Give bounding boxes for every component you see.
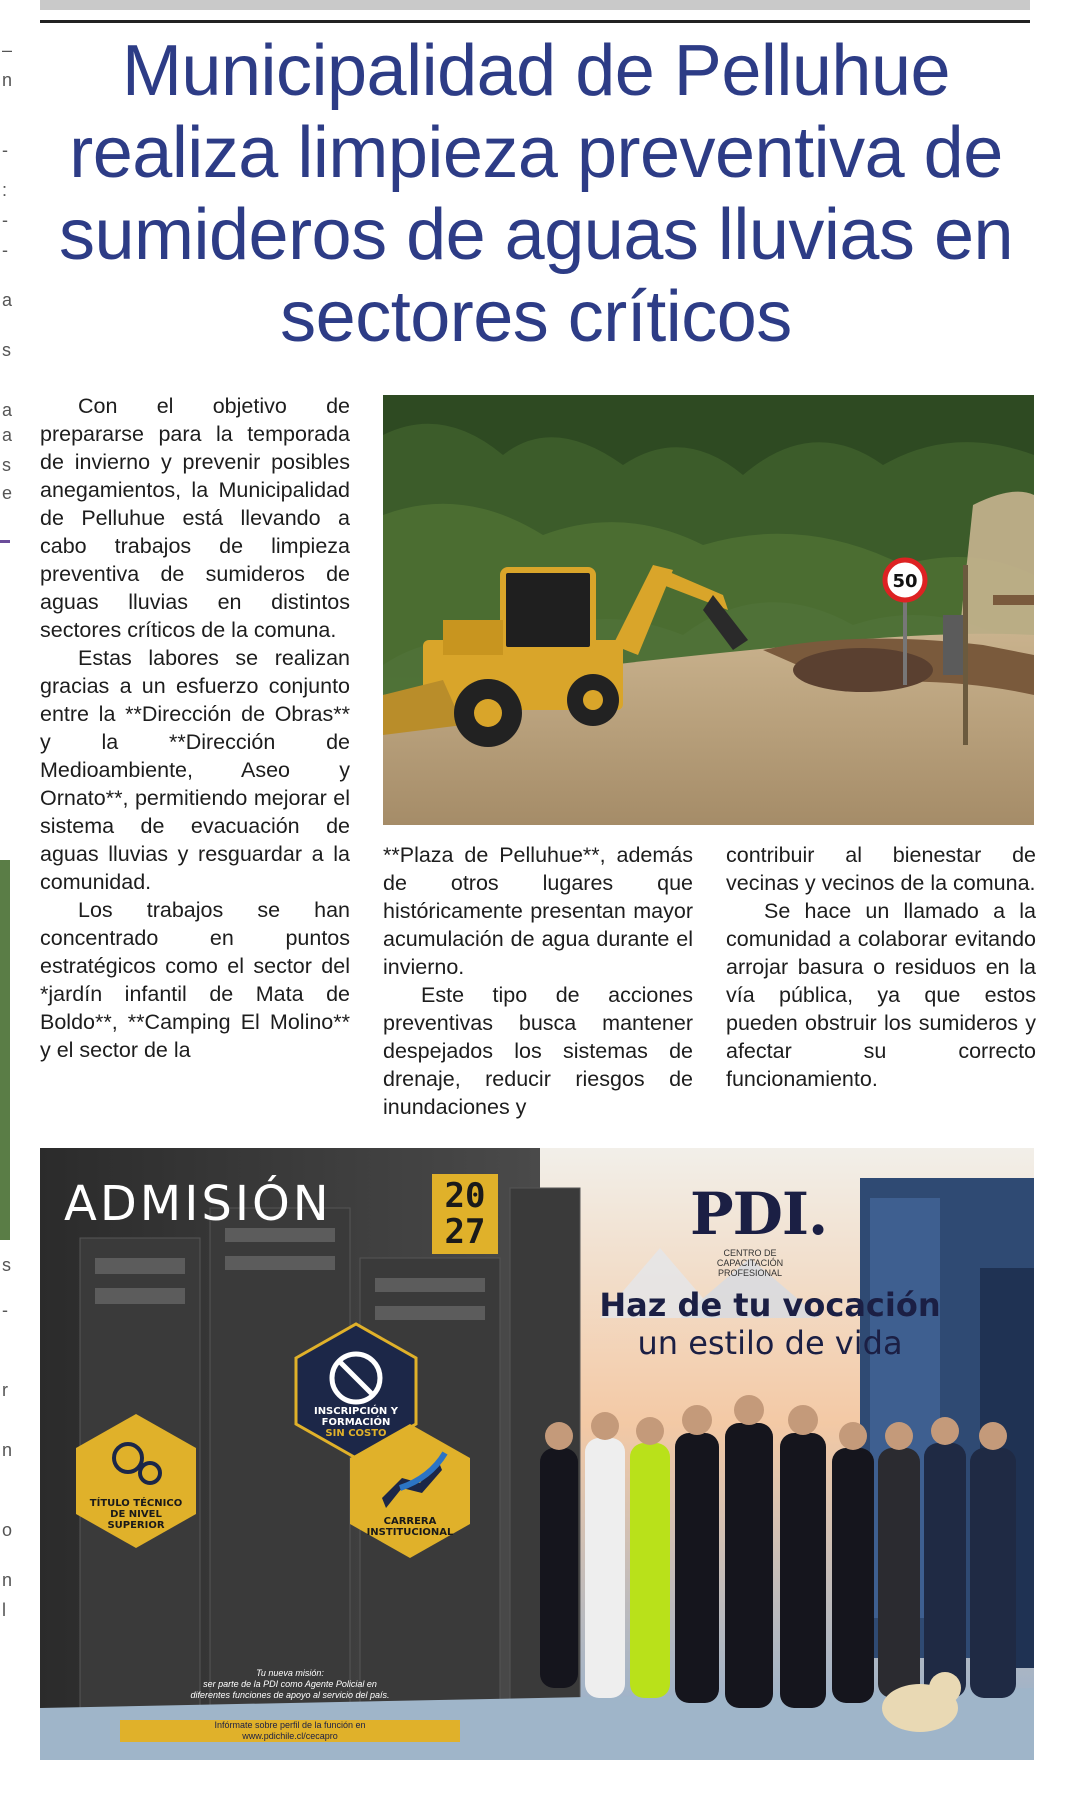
ad-mission-text	[100, 1668, 480, 1701]
hex-label-technical-degree	[76, 1498, 196, 1531]
hex-text: DE NIVEL	[110, 1509, 162, 1520]
previous-page-strip	[40, 0, 1030, 10]
hex-label-no-cost	[296, 1406, 416, 1439]
article-headline: Municipalidad de Pelluhue realiza limpieza preventiva de sumideros de aguas lluvias en sectores críticos	[58, 31, 1014, 357]
paragraph: Con el objetivo de prepararse para la temporada de invierno y prevenir posibles anegamientos, la Municipalidad de Pelluhue está llevando a cabo trabajos de limpieza preventiva de sumideros de aguas lluvias en distintos sectores críticos de la comuna.	[40, 394, 350, 642]
hex-label-career	[350, 1516, 470, 1538]
previous-column-fragment: – n - : - - a s a a s e s - r n o n l	[2, 40, 13, 1620]
paragraph: Los trabajos se han concentrado en puntos estratégicos como el sector del *jardín infantil de Mata de Boldo**, **Camping El Molino** y el sector de la	[40, 898, 350, 1062]
hex-text: INSTITUCIONAL	[366, 1527, 454, 1538]
pdi-logo: PDI.	[690, 1180, 828, 1248]
ad-small-line: ser parte de la PDI como Agente Policial en	[203, 1679, 377, 1689]
ad-admision-title: ADMISIÓN	[64, 1176, 332, 1232]
article-column-2	[383, 841, 693, 1121]
ad-slogan-line-1: Haz de tu vocación	[599, 1286, 941, 1324]
speed-sign-text: 50	[892, 571, 918, 592]
top-rule	[40, 20, 1030, 23]
ad-year-bottom: 27	[444, 1212, 486, 1252]
hex-text: TÍTULO TÉCNICO	[89, 1498, 183, 1509]
article-column-3	[726, 841, 1036, 1093]
ad-info-text	[120, 1720, 460, 1742]
article-column-1	[40, 392, 350, 1064]
pdi-center-line-1: CENTRO DE CAPACITACIÓN	[716, 1248, 784, 1268]
hex-text: SUPERIOR	[107, 1520, 165, 1531]
pdi-advertisement	[40, 1148, 1034, 1760]
article-photo	[383, 395, 1034, 825]
hex-text: INSCRIPCIÓN Y	[313, 1406, 399, 1417]
ad-slogan-line-2: un estilo de vida	[637, 1324, 903, 1362]
paragraph: Estas labores se realizan gracias a un esfuerzo conjunto entre la **Dirección de Obras** y la **Dirección de Medioambiente, Aseo y Ornato**, permitiendo mejorar el sistema de evacuación de aguas lluvias y resguardar a la comunidad.	[40, 646, 350, 894]
pdi-center-line-2: PROFESIONAL	[717, 1268, 782, 1278]
hex-text: CARRERA	[383, 1516, 437, 1527]
backhoe-photo	[383, 395, 1034, 825]
ad-year-top: 20	[444, 1176, 486, 1216]
ad-small-line: Tu nueva misión:	[256, 1668, 324, 1678]
paragraph: **Plaza de Pelluhue**, además de otros lugares que históricamente presentan mayor acumulación de agua durante el invierno.	[383, 843, 693, 979]
paragraph: contribuir al bienestar de vecinas y vecinos de la comuna.	[726, 843, 1036, 895]
paragraph: Este tipo de acciones preventivas busca mantener despejados los sistemas de drenaje, reducir riesgos de inundaciones y	[383, 983, 693, 1119]
ad-small-line: Infórmate sobre perfil de la función en	[214, 1720, 366, 1730]
hex-text: FORMACIÓN	[321, 1417, 391, 1428]
ad-small-line: diferentes funciones de apoyo al servicio del país.	[190, 1690, 390, 1700]
paragraph: Se hace un llamado a la comunidad a colaborar evitando arrojar basura o residuos en la vía pública, ya que estos pueden obstruir los sumideros y afectar su correcto funcionamiento.	[726, 899, 1036, 1091]
ad-year-badge	[432, 1174, 498, 1254]
ad-small-line: www.pdichile.cl/cecapro	[242, 1731, 338, 1741]
pdi-center-name	[690, 1248, 810, 1278]
hex-text: SIN COSTO	[325, 1428, 387, 1439]
